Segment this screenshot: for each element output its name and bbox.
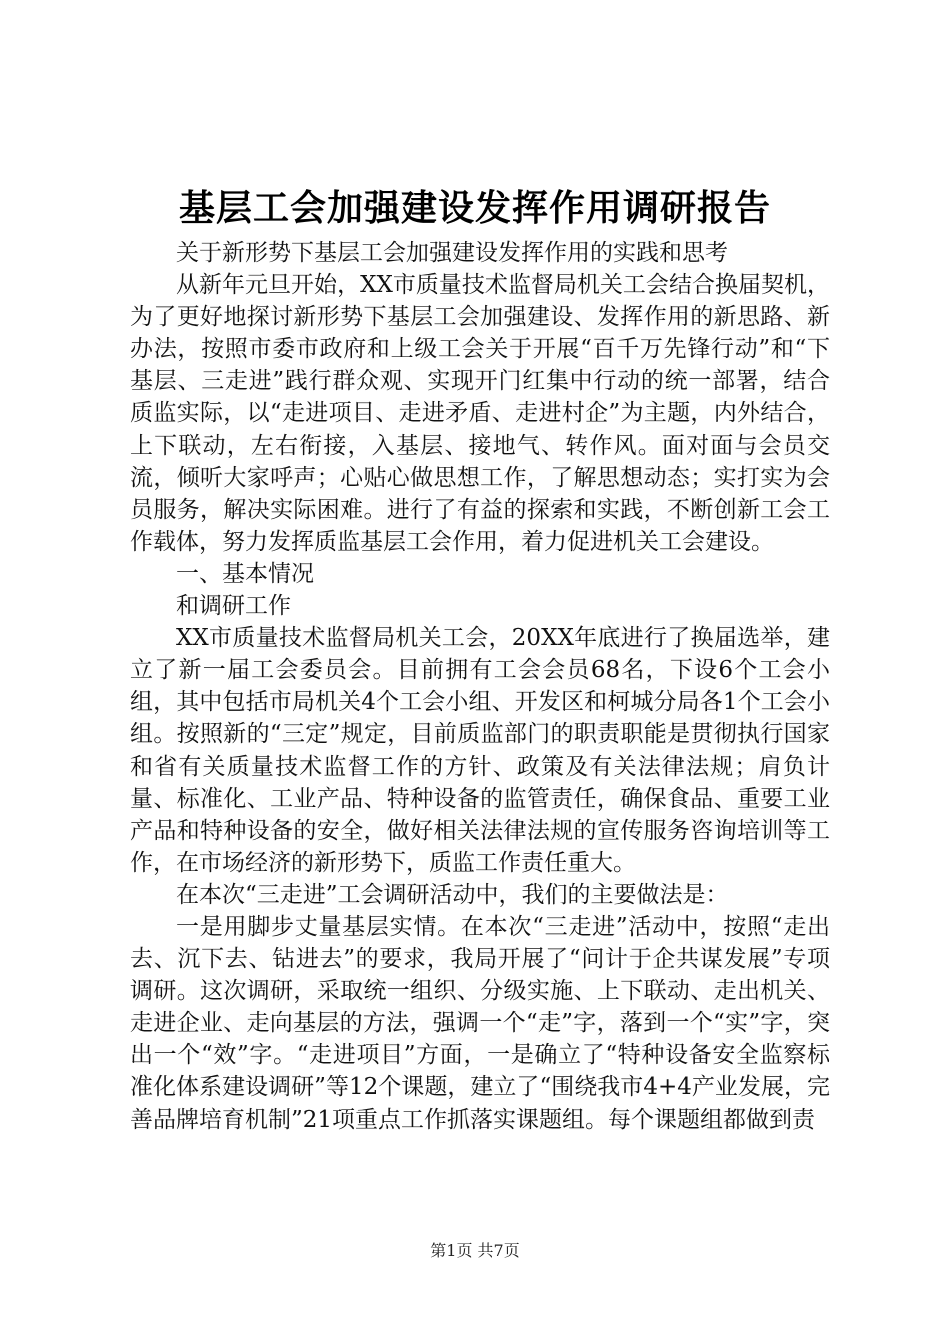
methods-intro-paragraph: 在本次“三走进”工会调研活动中，我们的主要做法是：	[176, 881, 729, 908]
background-paragraph: XX市质量技术监督局机关工会，20XX年底进行了换届选举，建立了新一届工会委员会。目前拥有工会会员68名，下设6个工会小组，其中包括市局机关4个工会小组、开发区和柯城分局各1个工会小组。按照新的“三定”规定，目前质监部门的职责职能是贯彻执行国家和省有关质量技术监督工作的方针、政策及有关法律法规；肩负计量、标准化、工业产品、特种设备的监管责任，确保食品、重要工业产品和特种设备的安全，做好相关法律法规的宣传服务咨询培训等工作，在市场经济的新形势下，质监工作责任重大。	[130, 625, 830, 876]
method-one-paragraph: 一是用脚步丈量基层实情。在本次“三走进”活动中，按照“走出去、沉下去、钻进去”的要求，我局开展了“问计于企共谋发展”专项调研。这次调研，采取统一组织、分级实施、上下联动、走出机关、走进企业、走向基层的方法，强调一个“走”字，落到一个“实”字，突出一个“效”字。“走进项目”方面，一是确立了“特种设备安全监察标准化体系建设调研”等12个课题，建立了“围绕我市4+4产业发展，完善品牌培育机制”21项重点工作抓落实课题组。每个课题组都做到责	[130, 913, 830, 1133]
page-number-footer: 第1页 共7页	[430, 1241, 520, 1260]
document-title: 基层工会加强建设发挥作用调研报告	[178, 187, 771, 229]
section-heading: 一、基本情况	[176, 560, 314, 587]
section-subheading: 和调研工作	[176, 593, 291, 620]
document-body	[130, 237, 830, 1136]
subtitle-paragraph: 关于新形势下基层工会加强建设发挥作用的实践和思考	[176, 240, 728, 266]
intro-paragraph: 从新年元旦开始，XX市质量技术监督局机关工会结合换届契机，为了更好地探讨新形势下基层工会加强建设、发挥作用的新思路、新办法，按照市委市政府和上级工会关于开展“百千万先锋行动”和“下基层、三走进”践行群众观、实现开门红集中行动的统一部署，结合质监实际，以“走进项目、走进矛盾、走进村企”为主题，内外结合，上下联动，左右衔接，入基层、接地气、转作风。面对面与会员交流，倾听大家呼声；心贴心做思想工作，了解思想动态；实打实为会员服务，解决实际困难。进行了有益的探索和实践，不断创新工会工作载体，努力发挥质监基层工会作用，着力促进机关工会建设。	[130, 272, 830, 555]
